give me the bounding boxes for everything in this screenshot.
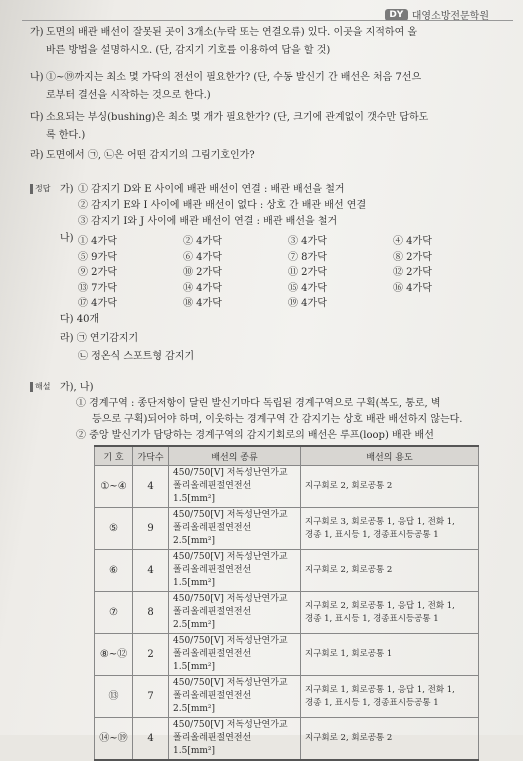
symbol-cell: ①~④ (95, 466, 133, 508)
table-row (95, 592, 479, 634)
table-row (95, 550, 479, 592)
usage-cell (301, 550, 479, 592)
symbol-cell: ⑤ (95, 508, 133, 550)
symbol-cell: ⑦ (95, 592, 133, 634)
wire-count: ⑲ 4가닥 (288, 298, 327, 310)
explanation-paragraph: ② 중앙 발신기가 담당하는 경계구역의 감지기회로의 배선은 루프(loop) 배관 배선 (76, 430, 434, 441)
question-text: ①~⑲까지는 최소 몇 가닥의 전선이 필요한가? (단, 수동 발신기 간 배선은 처음 7선으 (46, 72, 422, 83)
answer-na-row (78, 294, 498, 310)
explanation-paragraph-cont: 등으로 구획)되어야 하며, 이웃하는 경계구역 간 감지기는 상호 배관 배선하지 않는다. (92, 414, 463, 425)
wire-count: ⑦ 8가닥 (288, 251, 327, 263)
usage-line: 경종 1, 표시등 1, 경종표시등공통 1 (305, 697, 439, 708)
usage-line: 지구회로 1, 회로공통 1, 응답 1, 전화 1, (305, 684, 455, 695)
question-da (30, 109, 480, 145)
wire-count: ⑧ 2가닥 (393, 251, 432, 263)
wire-type-line: 450/750[V] 저독성난연가교 (173, 468, 288, 478)
wire-count: ③ 4가닥 (288, 236, 327, 248)
question-text-cont: 록 한다.) (46, 130, 86, 141)
answer-tag: 정답 (30, 184, 50, 194)
wire-type-line: 450/750[V] 저독성난연가교 (173, 552, 288, 562)
question-ra (30, 147, 480, 165)
wire-count: ⑤ 9가닥 (78, 251, 117, 263)
usage-line: 지구회로 2, 회로공통 1, 응답 1, 전화 1, (305, 600, 455, 611)
question-marker: 나) (30, 72, 44, 83)
table-row (95, 508, 479, 550)
wire-type-line: 폴리올레핀절연전선 1.5[mm²] (173, 649, 252, 672)
publisher-name: 대영소방전문학원 (411, 11, 489, 22)
wire-count: ⑬ 7가닥 (78, 282, 117, 294)
wire-type-cell (169, 718, 301, 761)
usage-cell (301, 718, 479, 761)
usage-line: 지구회로 2, 회로공통 2 (305, 481, 393, 491)
wire-count: ⑱ 4가닥 (183, 298, 222, 310)
usage-line: 경종 1, 표시등 1, 경종표시등공통 1 (305, 529, 439, 540)
question-marker: 가) (30, 27, 44, 38)
wire-type-cell (169, 466, 301, 508)
symbol-cell: ⑧~⑫ (95, 634, 133, 676)
wire-count: ⑮ 4가닥 (288, 282, 327, 294)
wire-count: ④ 4가닥 (393, 236, 432, 248)
answer-na-marker: 나) (60, 233, 74, 244)
table-row (95, 676, 479, 718)
symbol-cell: ⑥ (95, 550, 133, 592)
usage-line: 지구회로 2, 회로공통 2 (305, 565, 393, 575)
answer-na-row (78, 248, 498, 264)
column-header: 가닥수 (133, 446, 169, 466)
question-marker: 다) (30, 112, 44, 123)
table-row (95, 634, 479, 676)
question-marker: 라) (30, 150, 44, 161)
answer-ra: 라) ㉠ 연기감지기 (60, 333, 139, 344)
wire-type-cell (169, 676, 301, 718)
wire-count: ⑥ 4가닥 (183, 251, 222, 263)
question-text: 도면의 배관 배선이 잘못된 곳이 3개소(누락 또는 연결오류) 있다. 이곳을 지적하여 올 (46, 27, 418, 38)
column-header: 배선의 용도 (301, 446, 479, 466)
wire-count: ② 4가닥 (183, 236, 222, 248)
usage-cell (301, 634, 479, 676)
wire-type-line: 폴리올레핀절연전선 2.5[mm²] (173, 607, 252, 630)
wire-type-line: 450/750[V] 저독성난연가교 (173, 510, 288, 520)
answer-na-row (78, 279, 498, 295)
explanation-tag: 해설 (30, 382, 50, 392)
wire-type-cell (169, 634, 301, 676)
count-cell: 4 (133, 466, 169, 508)
answer-ga-line: ② 감지기 E와 I 사이에 배관 배선이 없다 : 상호 간 배관 배선 연결 (78, 200, 367, 211)
answer-ra-line: ㉡ 정온식 스포트형 감지기 (78, 351, 195, 362)
count-cell: 8 (133, 592, 169, 634)
wire-count: ⑫ 2가닥 (393, 267, 432, 279)
answer-ga-line: ① 감지기 D와 E 사이에 배관 배선이 연결 : 배관 배선을 철거 (78, 184, 345, 195)
symbol-cell: ⑬ (95, 676, 133, 718)
count-cell: 9 (133, 508, 169, 550)
answer-ga-line: ③ 감지기 I와 J 사이에 배관 배선이 연결 : 배관 배선을 철거 (78, 216, 338, 227)
wire-type-line: 450/750[V] 저독성난연가교 (173, 720, 288, 730)
table-row (95, 466, 479, 508)
wire-count: ① 4가닥 (78, 236, 117, 248)
usage-cell (301, 676, 479, 718)
symbol-cell: ⑭~⑲ (95, 718, 133, 761)
usage-cell (301, 466, 479, 508)
wiring-table (94, 445, 479, 761)
answer-da: 다) 40개 (60, 314, 100, 325)
count-cell: 7 (133, 676, 169, 718)
table-header-row (95, 446, 479, 466)
wire-type-line: 450/750[V] 저독성난연가교 (173, 636, 288, 646)
usage-line: 지구회로 1, 회로공통 1 (305, 649, 393, 659)
usage-line: 지구회로 3, 회로공통 1, 응답 1, 전화 1, (305, 516, 455, 527)
usage-cell (301, 592, 479, 634)
usage-line: 지구회로 2, 회로공통 2 (305, 733, 393, 743)
explanation-heading: 가), 나) (60, 382, 94, 393)
wire-count: ⑯ 4가닥 (393, 282, 432, 294)
answer-na-grid (78, 232, 498, 310)
question-text-cont: 로부터 결선을 시작하는 것으로 한다.) (46, 90, 211, 101)
wire-type-line: 폴리올레핀절연전선 2.5[mm²] (173, 523, 252, 546)
count-cell: 2 (133, 634, 169, 676)
wire-type-cell (169, 508, 301, 550)
question-ga (30, 24, 480, 60)
column-header: 배선의 종류 (169, 446, 301, 466)
table-row (95, 718, 479, 761)
wire-count: ⑰ 4가닥 (78, 298, 117, 310)
wire-type-cell (169, 592, 301, 634)
answer-na-row (78, 232, 498, 248)
wire-type-line: 폴리올레핀절연전선 1.5[mm²] (173, 733, 252, 756)
usage-cell (301, 508, 479, 550)
explanation-paragraph: ① 경계구역 : 종단저항이 달린 발신기마다 독립된 경계구역으로 구획(복도, 통로, 벽 (76, 398, 441, 409)
answer-na-row (78, 263, 498, 279)
wire-count: ⑩ 2가닥 (183, 267, 222, 279)
wire-type-cell (169, 550, 301, 592)
wire-type-line: 450/750[V] 저독성난연가교 (173, 678, 288, 688)
question-na (30, 69, 480, 105)
question-text: 소요되는 부싱(bushing)은 최소 몇 개가 필요한가? (단, 크기에 관계없이 갯수만 답하도 (46, 112, 429, 123)
answer-ga-marker: 가) (60, 184, 74, 195)
count-cell: 4 (133, 550, 169, 592)
wire-count: ⑨ 2가닥 (78, 267, 117, 279)
header-divider (22, 20, 513, 21)
wire-type-line: 폴리올레핀절연전선 1.5[mm²] (173, 481, 252, 504)
wire-count: ⑪ 2가닥 (288, 267, 327, 279)
publisher-logo: DY (385, 9, 407, 21)
wire-count: ⑭ 4가닥 (183, 282, 222, 294)
usage-line: 경종 1, 표시등 1, 경종표시등공통 1 (305, 613, 439, 624)
question-text-cont: 바른 방법을 설명하시오. (단, 감지기 기호를 이용하여 답을 할 것) (46, 45, 331, 56)
wire-type-line: 폴리올레핀절연전선 1.5[mm²] (173, 565, 252, 588)
count-cell: 4 (133, 718, 169, 761)
column-header: 기 호 (95, 446, 133, 466)
wire-type-line: 450/750[V] 저독성난연가교 (173, 594, 288, 604)
wire-type-line: 폴리올레핀절연전선 2.5[mm²] (173, 691, 252, 714)
question-text: 도면에서 ㉠, ㉡은 어떤 감지기의 그림기호인가? (46, 150, 255, 161)
